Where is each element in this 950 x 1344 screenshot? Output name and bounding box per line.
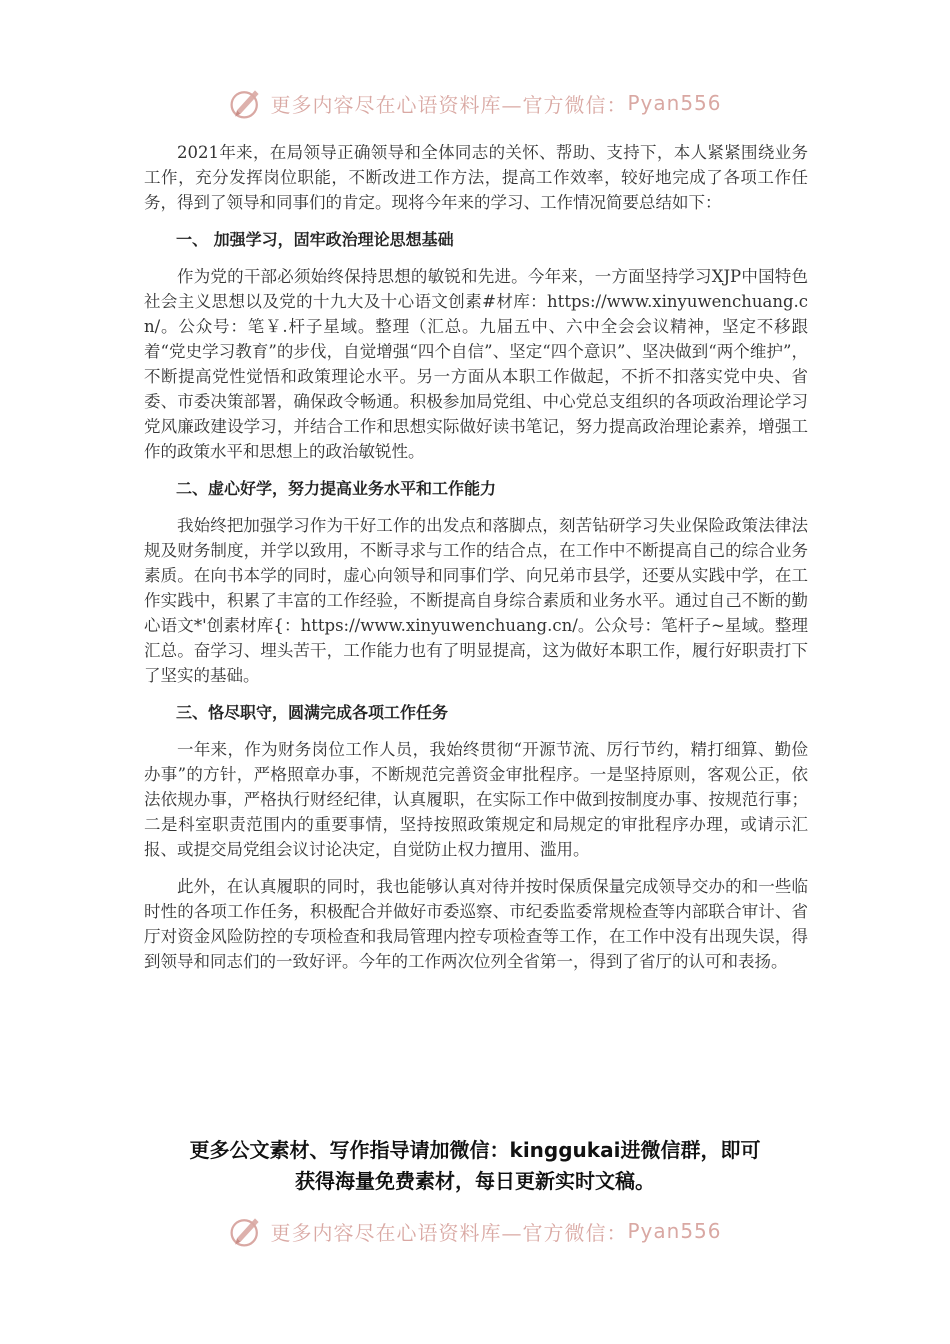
section-paragraph: 此外，在认真履职的同时，我也能够认真对待并按时保质保量完成领导交办的和一些临时性的各项工作任务，积极配合并做好市委巡察、市纪委监委常规检查等内部联合审计、省厅对资金风险防控的专项检查和我局管理内控专项检查等工作，在工作中没有出现失误，得到领导和同志们的一致好评。今年的工作两次位列全省第一，得到了省厅的认可和表扬。 — [144, 877, 808, 971]
header-watermark-id: Pyan556 — [627, 91, 722, 115]
pen-logo-icon — [228, 85, 264, 121]
header-watermark — [0, 80, 950, 126]
document-body — [144, 140, 808, 986]
section-heading: 二、虚心好学，努力提高业务水平和工作能力 — [176, 479, 497, 498]
pen-logo-icon — [228, 1213, 264, 1249]
closing-line-1: 更多公文素材、写作指导请加微信：kinggukai进微信群，即可 — [189, 1138, 761, 1162]
closing-line-2: 获得海量免费素材，每日更新实时文稿。 — [295, 1169, 655, 1193]
section-paragraph: 一年来，作为财务岗位工作人员，我始终贯彻“开源节流、厉行节约，精打细算、勤俭办事”的方针，严格照章办事，不断规范完善资金审批程序。一是坚持原则，客观公正，依法依规办事，严格执行财经纪律，认真履职，在实际工作中做到按制度办事、按规范行事；二是科室职责范围内的重要事情，坚持按照政策规定和局规定的审批程序办理，或请示汇报、或提交局党组会议讨论决定，自觉防止权力擅用、滥用。 — [144, 740, 808, 859]
intro-paragraph: 2021年来，在局领导正确领导和全体同志的关怀、帮助、支持下，本人紧紧围绕业务工作，充分发挥岗位职能，不断改进工作方法，提高工作效率，较好地完成了各项工作任务，得到了领导和同事们的肯定。现将今年来的学习、工作情况简要总结如下： — [144, 143, 808, 212]
section-heading: 三、恪尽职守，圆满完成各项工作任务 — [176, 703, 449, 722]
section-paragraph: 作为党的干部必须始终保持思想的敏锐和先进。今年来，一方面坚持学习XJP中国特色社会主义思想以及党的十九大及十心语文创素#材库：https://www.xinyuwenchuang.cn/。公众号：笔￥.杆子星域。整理（汇总。九届五中、六中全会会议精神，坚定不移跟着“党史学习教育”的步伐，自觉增强“四个自信”、坚定“四个意识”、坚决做到“两个维护”，不断提高党性觉悟和政策理论水平。另一方面从本职工作做起，不折不扣落实党中央、省委、市委决策部署，确保政令畅通。积极参加局党组、中心党总支组织的各项政治理论学习党风廉政建设学习，并结合工作和思想实际做好读书笔记，努力提高政治理论素养，增强工作的政策水平和思想上的政治敏锐性。 — [144, 267, 808, 461]
section-heading: 一、 加强学习，固牢政治理论思想基础 — [176, 230, 454, 249]
footer-watermark-id: Pyan556 — [627, 1219, 722, 1243]
footer-watermark — [0, 1208, 950, 1254]
header-watermark-text: 更多内容尽在心语资料库—官方微信： — [270, 92, 628, 117]
closing-notice — [120, 1135, 830, 1197]
section-paragraph: 我始终把加强学习作为干好工作的出发点和落脚点，刻苦钻研学习失业保险政策法律法规及财务制度，并学以致用，不断寻求与工作的结合点，在工作中不断提高自己的综合业务素质。在向书本学的同时，虚心向领导和同事们学、向兄弟市县学，还要从实践中学，在工作实践中，积累了丰富的工作经验，不断提高自身综合素质和业务水平。通过自己不断的勤心语文*'创素材库{：https://www.xinyuwenchuang.cn/。公众号：笔杆子~星域。整理汇总。奋学习、埋头苦干，工作能力也有了明显提高，这为做好本职工作，履行好职责打下了坚实的基础。 — [144, 516, 808, 685]
footer-watermark-text: 更多内容尽在心语资料库—官方微信： — [270, 1220, 628, 1245]
